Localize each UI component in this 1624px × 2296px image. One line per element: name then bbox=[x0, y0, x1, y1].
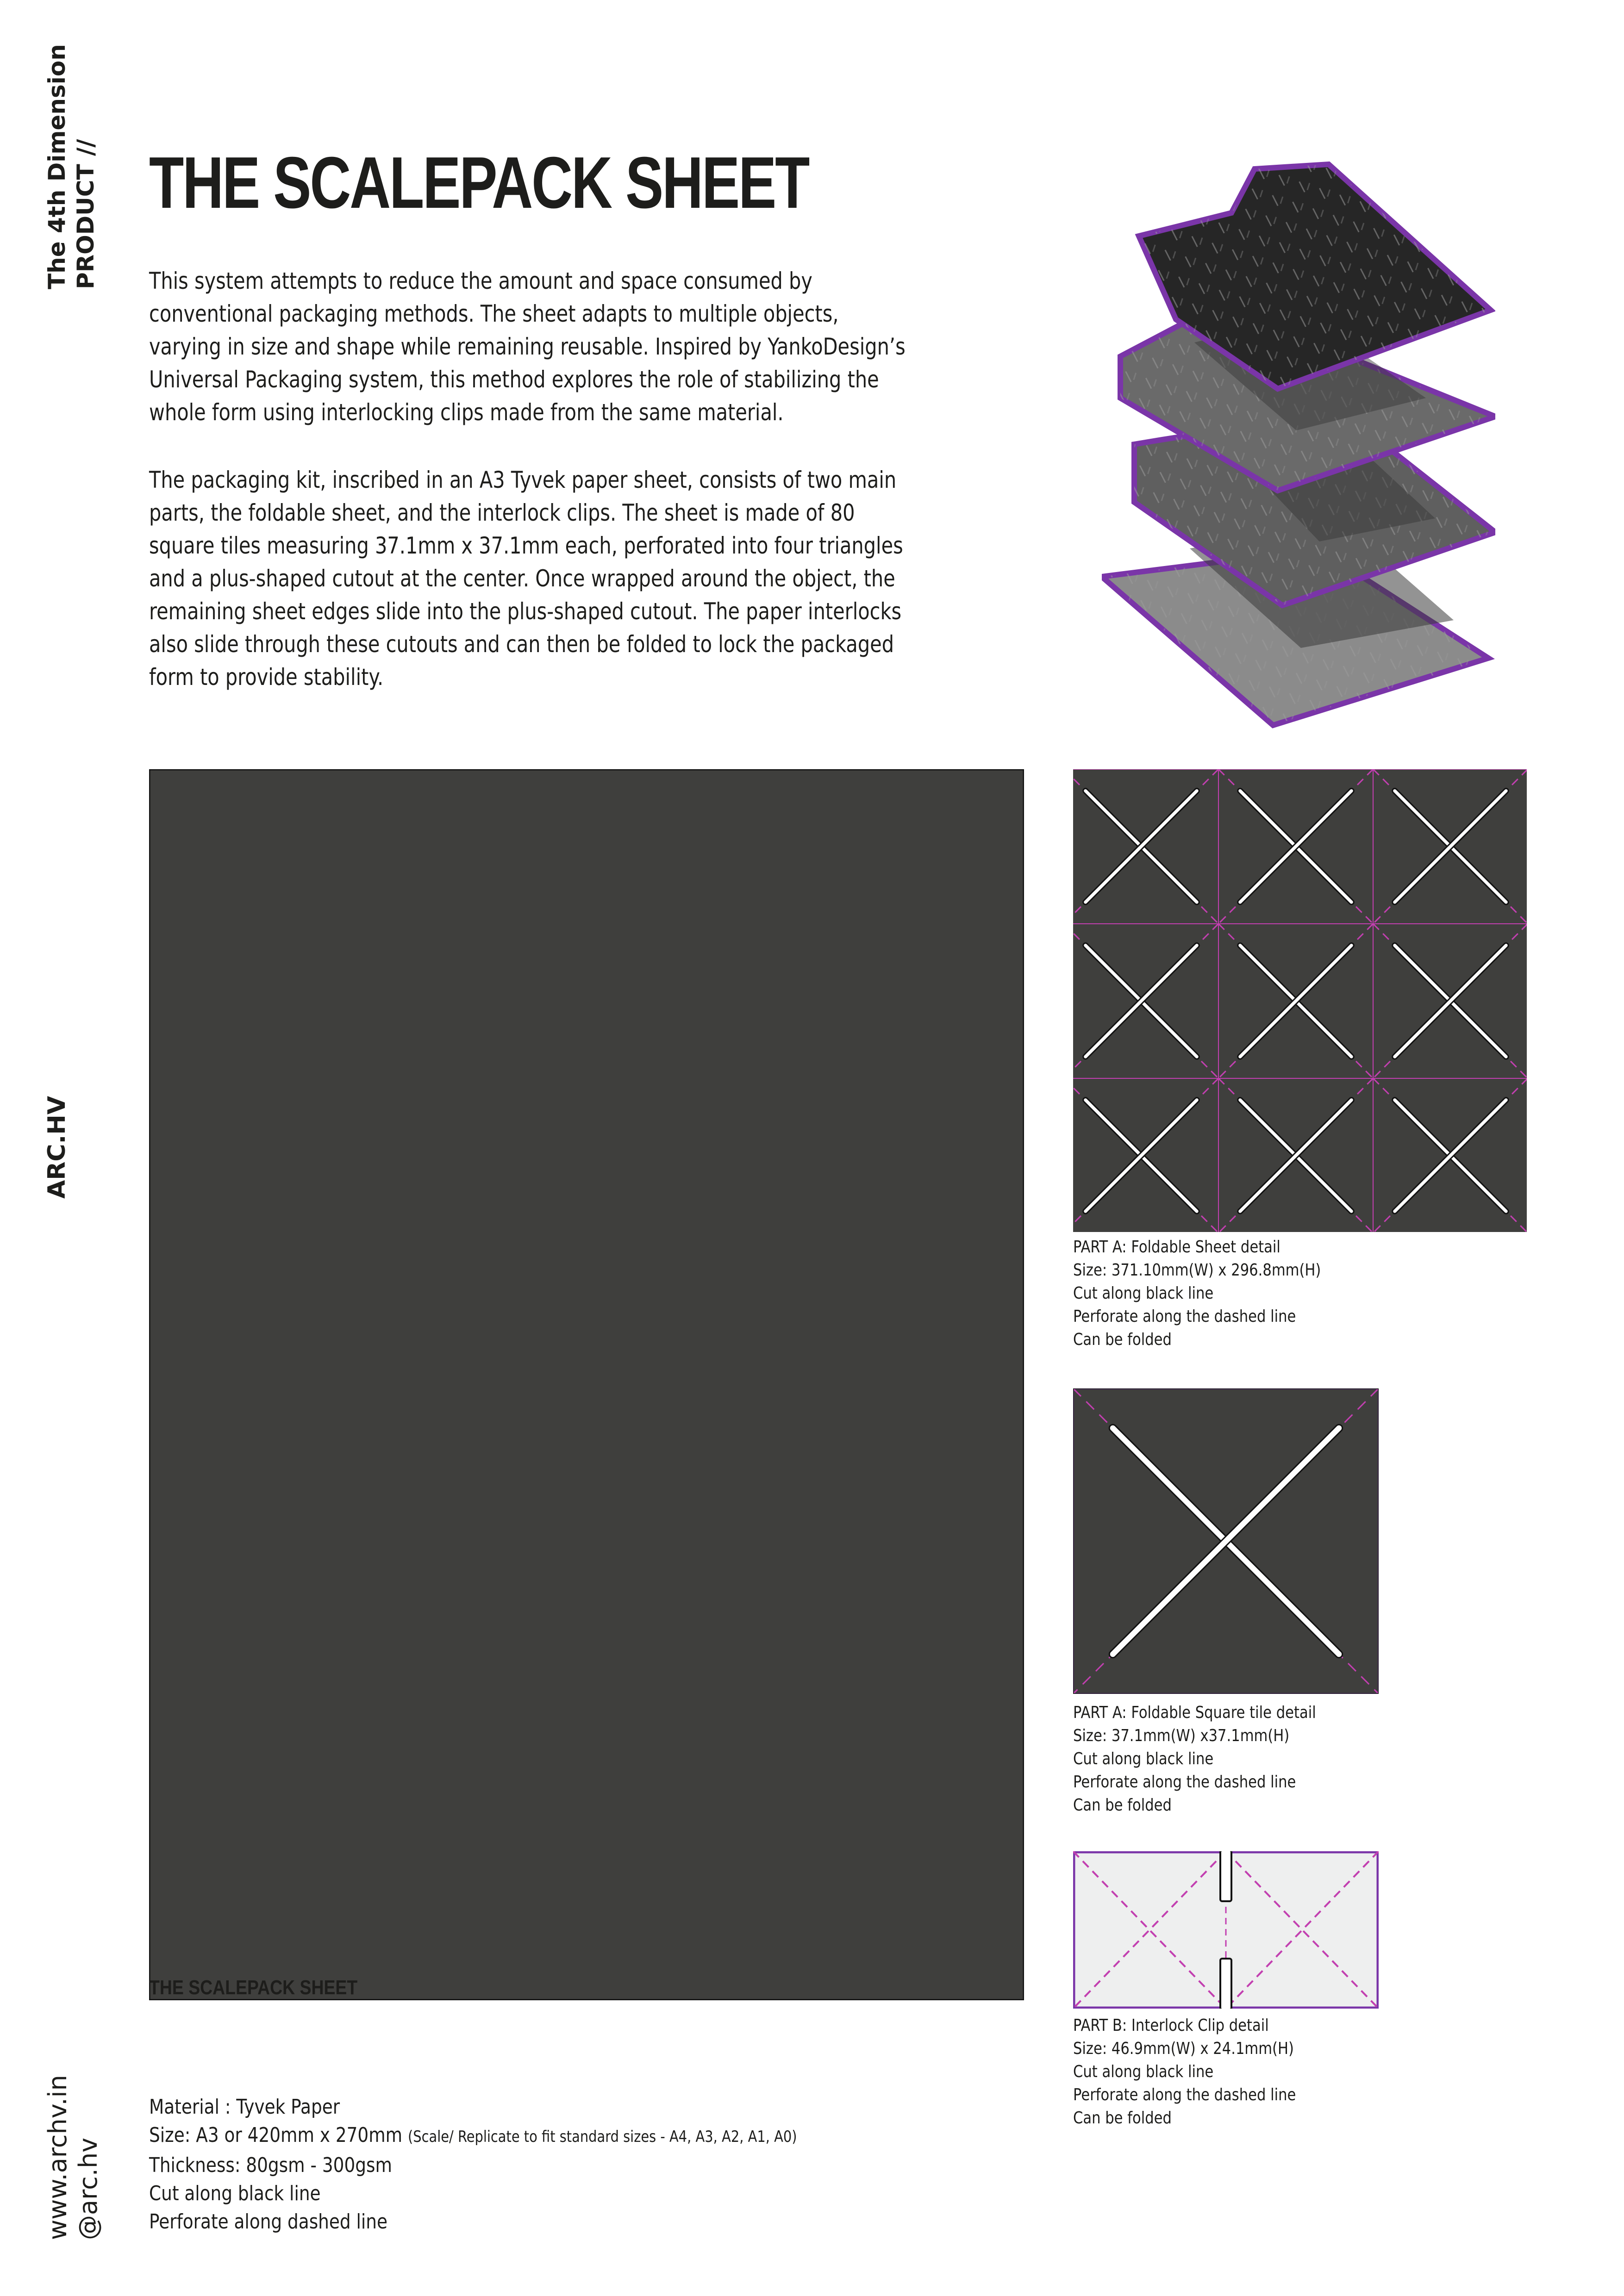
side-website: www.archv.in bbox=[43, 2075, 72, 2240]
side-contact bbox=[43, 2075, 104, 2240]
detail-cut: Cut along black line bbox=[1073, 1749, 1214, 1768]
sheet-tile bbox=[1373, 924, 1527, 1078]
detail-caption-sheet bbox=[1073, 1236, 1321, 1351]
detail-size: Size: 46.9mm(W) x 24.1mm(H) bbox=[1073, 2039, 1294, 2058]
detail-perforate: Perforate along the dashed line bbox=[1073, 2085, 1296, 2104]
intro-paragraph: This system attempts to reduce the amount and space consumed by conventional packaging methods. The sheet adapts to multiple objects, varying in size and shape while remaining reusable. Inspired by YankoDesign’s Universal Packaging system, this method explores the role of stabilizing the whole form using interlocking clips made from the same material. bbox=[149, 268, 906, 426]
side-handle: @arc.hv bbox=[74, 2137, 103, 2240]
sheet-tile bbox=[1073, 769, 1218, 924]
detail-fold: Can be folded bbox=[1073, 1330, 1172, 1349]
sheet-tile bbox=[1373, 769, 1527, 924]
detail-caption-tile bbox=[1073, 1701, 1316, 1817]
sheet-caption: THE SCALEPACK SHEET bbox=[149, 1976, 358, 1999]
spec-perforate: Perforate along dashed line bbox=[149, 2210, 388, 2234]
detail-fold: Can be folded bbox=[1073, 2109, 1172, 2128]
spec-size-note: (Scale/ Replicate to fit standard sizes - A4, A3, A2, A1, A0) bbox=[407, 2128, 797, 2146]
sheet-specs bbox=[149, 2093, 797, 2236]
sheet-tile bbox=[1073, 1388, 1379, 1694]
detail-size: Size: 371.10mm(W) x 296.8mm(H) bbox=[1073, 1261, 1321, 1280]
spec-size-line bbox=[149, 2121, 797, 2151]
sheet-tile bbox=[1218, 924, 1373, 1078]
side-brand: ARC.HV bbox=[43, 1096, 71, 1199]
detail-caption-clip bbox=[1073, 2014, 1296, 2130]
spec-thickness: Thickness: 80gsm - 300gsm bbox=[149, 2153, 392, 2177]
kit-paragraph: The packaging kit, inscribed in an A3 Tyvek paper sheet, consists of two main parts, the foldable sheet, and the interlock clips. The sheet is made of 80 square tiles measuring 37.1mm x 37.1mm each, perforated into four triangles and a plus-shaped cutout at the center. Once wrapped around the object, the remaining sheet edges slide into the plus-shaped cutout. The paper interlocks also slide through these cutouts and can then be folded to lock the packaged form to provide stability. bbox=[149, 467, 903, 691]
side-series: The 4th Dimension bbox=[44, 44, 70, 289]
page-title: THE SCALEPACK SHEET bbox=[149, 142, 809, 224]
detail-title: PART A: Foldable Sheet detail bbox=[1073, 1238, 1280, 1257]
square-tile-detail-drawing bbox=[1073, 1388, 1379, 1694]
sheet-tile bbox=[1073, 1078, 1218, 1232]
sheet-tile bbox=[1218, 769, 1373, 924]
spec-size: Size: A3 or 420mm x 270mm bbox=[149, 2123, 403, 2147]
side-header bbox=[43, 44, 100, 289]
side-category: PRODUCT // bbox=[72, 139, 99, 289]
sheet-tile bbox=[1218, 1078, 1373, 1232]
detail-cut: Cut along black line bbox=[1073, 1284, 1214, 1303]
spec-cut: Cut along black line bbox=[149, 2182, 321, 2205]
interlock-clip-detail-drawing bbox=[1073, 1851, 1379, 2009]
detail-cut: Cut along black line bbox=[1073, 2062, 1214, 2081]
detail-title: PART B: Interlock Clip detail bbox=[1073, 2016, 1269, 2035]
detail-size: Size: 37.1mm(W) x37.1mm(H) bbox=[1073, 1726, 1290, 1745]
spec-material: Material : Tyvek Paper bbox=[149, 2095, 340, 2119]
detail-perforate: Perforate along the dashed line bbox=[1073, 1307, 1296, 1326]
detail-fold: Can be folded bbox=[1073, 1796, 1172, 1815]
foldable-sheet-detail-drawing bbox=[1073, 769, 1527, 1232]
sheet-tile bbox=[1373, 1078, 1527, 1232]
sheet-tile bbox=[1073, 924, 1218, 1078]
detail-perforate: Perforate along the dashed line bbox=[1073, 1773, 1296, 1792]
detail-title: PART A: Foldable Square tile detail bbox=[1073, 1703, 1316, 1722]
scalepack-sheet-drawing bbox=[149, 769, 1024, 2000]
layered-sheet-illustration bbox=[1102, 157, 1495, 736]
